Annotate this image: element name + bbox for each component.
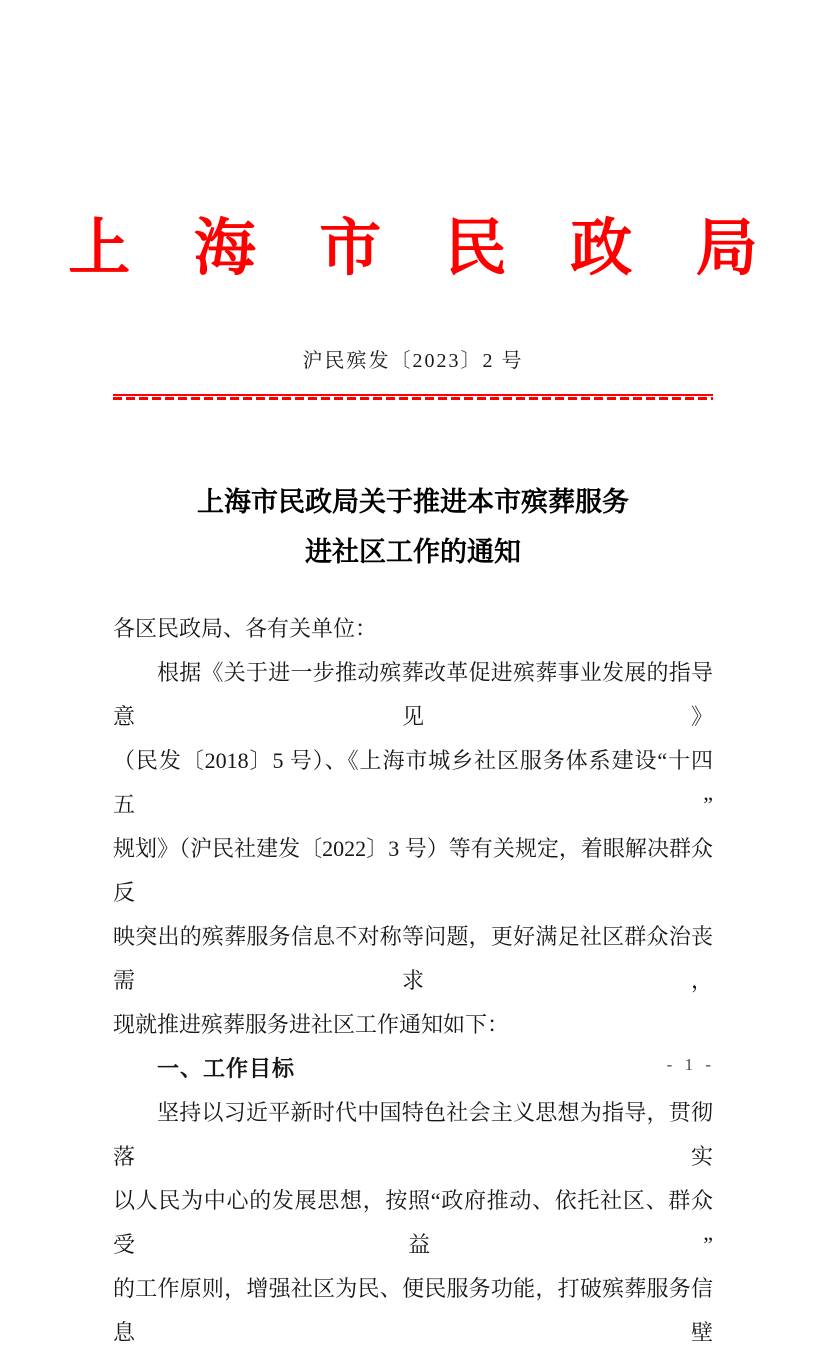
body-line: 以人民为中心的发展思想，按照“政府推动、依托社区、群众受益”	[113, 1188, 713, 1257]
document-title	[0, 477, 826, 577]
section-heading-work-goals: 一、工作目标	[157, 1056, 296, 1081]
body-line: 映突出的殡葬服务信息不对称等问题，更好满足社区群众治丧需求，	[113, 924, 713, 993]
rule-dashed-line	[113, 397, 713, 400]
body-line: 的工作原则，增强社区为民、便民服务功能，打破殡葬服务信息壁	[113, 1276, 713, 1345]
page-number: - 1 -	[666, 1055, 715, 1074]
body-line: 坚持以习近平新时代中国特色社会主义思想为指导，贯彻落实	[113, 1100, 713, 1169]
body-line: 现就推进殡葬服务进社区工作通知如下：	[113, 1012, 510, 1037]
rule-solid-line	[113, 394, 713, 396]
salutation-line: 各区民政局、各有关单位：	[113, 616, 378, 641]
document-title-line1: 上海市民政局关于推进本市殡葬服务	[197, 487, 629, 517]
document-reference-number: 沪民殡发〔2023〕2 号	[302, 350, 524, 372]
body-line: 根据《关于进一步推动殡葬改革促进殡葬事业发展的指导意见》	[113, 660, 713, 729]
document-body	[113, 607, 713, 1355]
agency-masthead: 上 海 市 民 政 局	[68, 215, 782, 283]
body-line: 规划》（沪民社建发〔2022〕3 号）等有关规定，着眼解决群众反	[113, 836, 713, 905]
document-title-line2: 进社区工作的通知	[305, 537, 521, 567]
red-separator-rule	[113, 394, 713, 400]
body-line: （民发〔2018〕5 号）、《上海市城乡社区服务体系建设“十四五”	[113, 748, 713, 817]
